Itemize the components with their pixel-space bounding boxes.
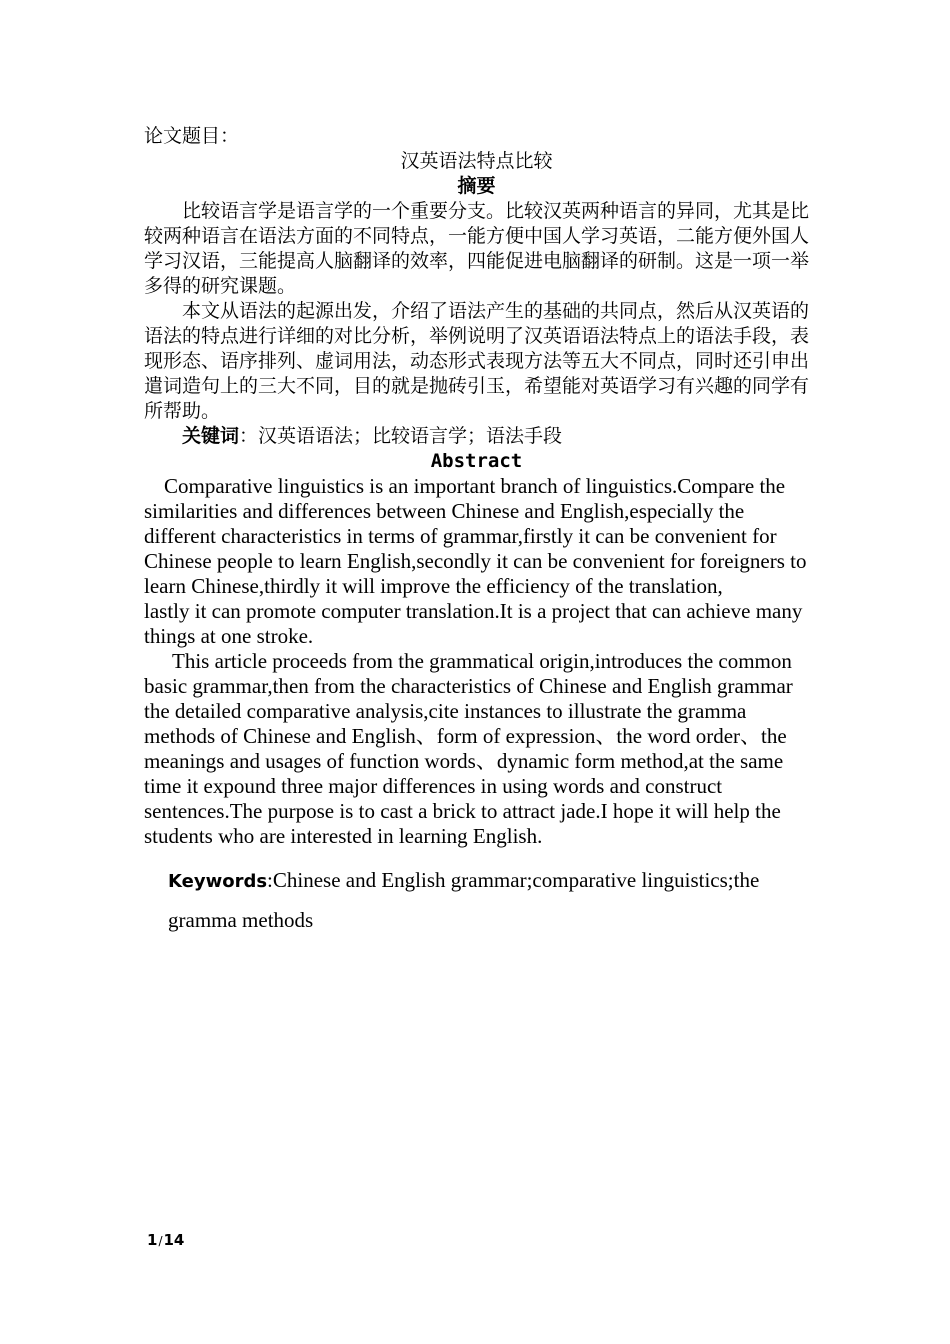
page-content	[144, 124, 809, 939]
en-keywords-text: :Chinese and English grammar;comparative linguistics;the gramma methods	[168, 868, 760, 932]
en-keywords	[144, 861, 809, 939]
thesis-title: 汉英语法特点比较	[400, 150, 553, 172]
total-pages: 14	[163, 1231, 185, 1249]
en-keywords-label: Keywords	[168, 871, 268, 892]
en-abstract-paragraph-1b: lastly it can promote computer translation.It is a project that can achieve many things at one stroke.	[144, 599, 803, 648]
en-abstract-heading: Abstract	[430, 450, 523, 472]
current-page: 1	[147, 1231, 158, 1249]
en-abstract-paragraph-2: This article proceeds from the grammatical origin,introduces the common basic grammar,then from the characteristics of Chinese and English grammar the detailed comparative analysis,cite instances to illustrate the gramma methods of Chinese and English、form of expression、the word order、the meanings and usages of function words、dynamic form method,at the same time it expound three major differences in using words and construct sentences.The purpose is to cast a brick to attract jade.I hope it will help the students who are interested in learning English.	[144, 649, 793, 848]
cn-keywords	[144, 424, 809, 449]
en-abstract-paragraph-1a: Comparative linguistics is an important branch of linguistics.Compare the similarities and differences between Chinese and English,especially the different characteristics in terms of grammar,firstly it can be convenient for Chinese people to learn English,secondly it can be convenient for foreigners to learn Chinese,thirdly it will improve the efficiency of the translation,	[144, 474, 807, 598]
cn-abstract-paragraph-1: 比较语言学是语言学的一个重要分支。比较汉英两种语言的异同，尤其是比较两种语言在语法方面的不同特点，一能方便中国人学习英语，二能方便外国人学习汉语，三能提高人脑翻译的效率，四能促进电脑翻译的研制。这是一项一举多得的研究课题。	[144, 200, 810, 297]
cn-abstract-heading: 摘要	[457, 175, 496, 197]
cn-keywords-text: ：汉英语语法；比较语言学；语法手段	[239, 425, 563, 447]
thesis-label: 论文题目：	[144, 125, 240, 147]
page-separator: /	[158, 1234, 163, 1248]
cn-keywords-label: 关键词	[182, 425, 240, 447]
page-number	[147, 1230, 184, 1251]
cn-abstract-paragraph-2: 本文从语法的起源出发，介绍了语法产生的基础的共同点，然后从汉英语的语法的特点进行详细的对比分析，举例说明了汉英语语法特点上的语法手段，表现形态、语序排列、虚词用法，动态形式表现方法等五大不同点，同时还引申出遣词造句上的三大不同，目的就是抛砖引玉，希望能对英语学习有兴趣的同学有所帮助。	[144, 300, 810, 422]
